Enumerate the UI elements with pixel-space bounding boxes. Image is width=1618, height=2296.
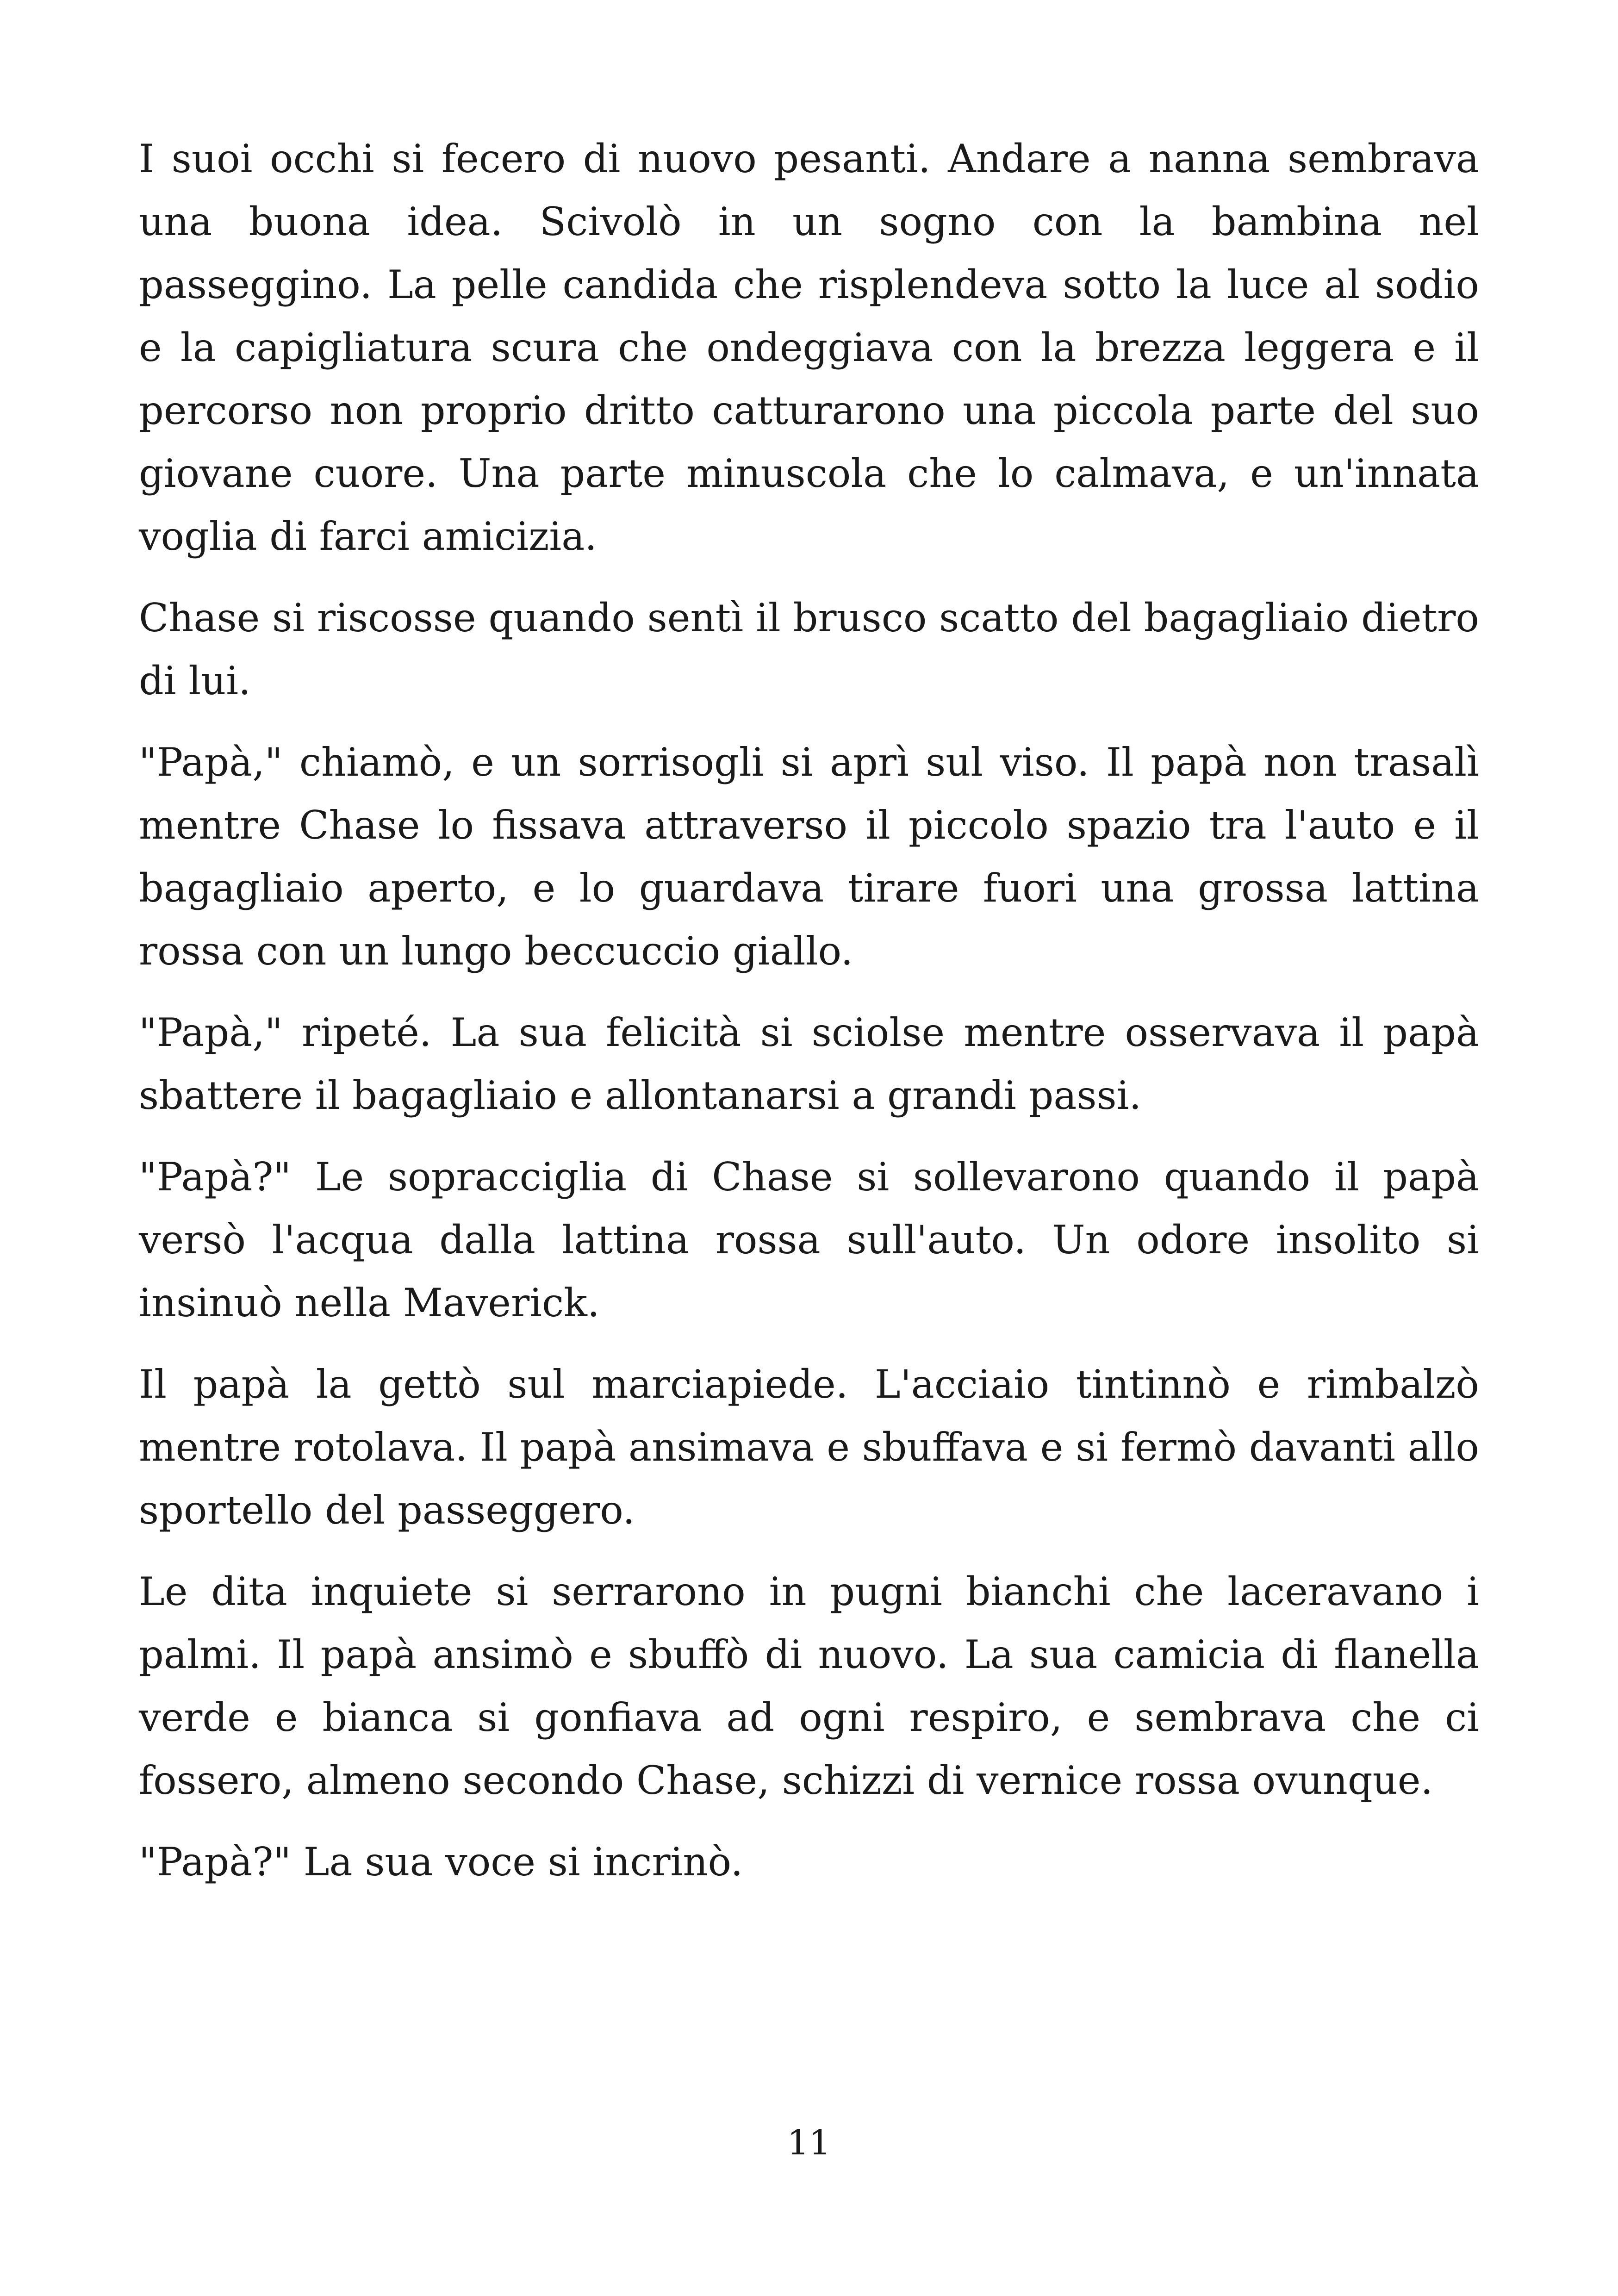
paragraph: "Papà," chiamò, e un sorrisogli si aprì sul viso. Il papà non trasalì mentre Chase lo fissava attraverso il piccolo spazio tra l'auto e il bagagliaio aperto, e lo guardava tirare fuori una grossa lattina rossa con un lungo beccuccio giallo. [139, 740, 1479, 974]
paragraph: Il papà la gettò sul marciapiede. L'acciaio tintinnò e rimbalzò mentre rotolava. Il papà ansimava e sbuffava e si fermò davanti allo sportello del passeggero. [139, 1362, 1479, 1533]
body-text [139, 127, 1479, 1912]
paragraph: I suoi occhi si fecero di nuovo pesanti. Andare a nanna sembrava una buona idea. Scivolò in un sogno con la bambina nel passeggino. La pelle candida che risplendeva sotto la luce al sodio e la capigliatura scura che ondeggiava con la brezza leggera e il percorso non proprio dritto catturarono una piccola parte del suo giovane cuore. Una parte minuscola che lo calmava, e un'innata voglia di farci amicizia. [139, 136, 1479, 559]
paragraph: "Papà?" Le sopracciglia di Chase si sollevarono quando il papà versò l'acqua dalla lattina rossa sull'auto. Un odore insolito si insinuò nella Maverick. [139, 1154, 1479, 1325]
paragraph: "Papà," ripeté. La sua felicità si sciolse mentre osservava il papà sbattere il bagagliaio e allontanarsi a grandi passi. [139, 1010, 1479, 1118]
paragraph: Le dita inquiete si serrarono in pugni bianchi che laceravano i palmi. Il papà ansimò e sbuffò di nuovo. La sua camicia di flanella verde e bianca si gonfiava ad ogni respiro, e sembrava che ci fossero, almeno secondo Chase, schizzi di vernice rossa ovunque. [139, 1569, 1479, 1803]
page-number: 11 [787, 2123, 831, 2163]
paragraph: Chase si riscosse quando sentì il brusco scatto del bagagliaio dietro di lui. [139, 595, 1479, 703]
paragraph: "Papà?" La sua voce si incrinò. [139, 1839, 743, 1885]
